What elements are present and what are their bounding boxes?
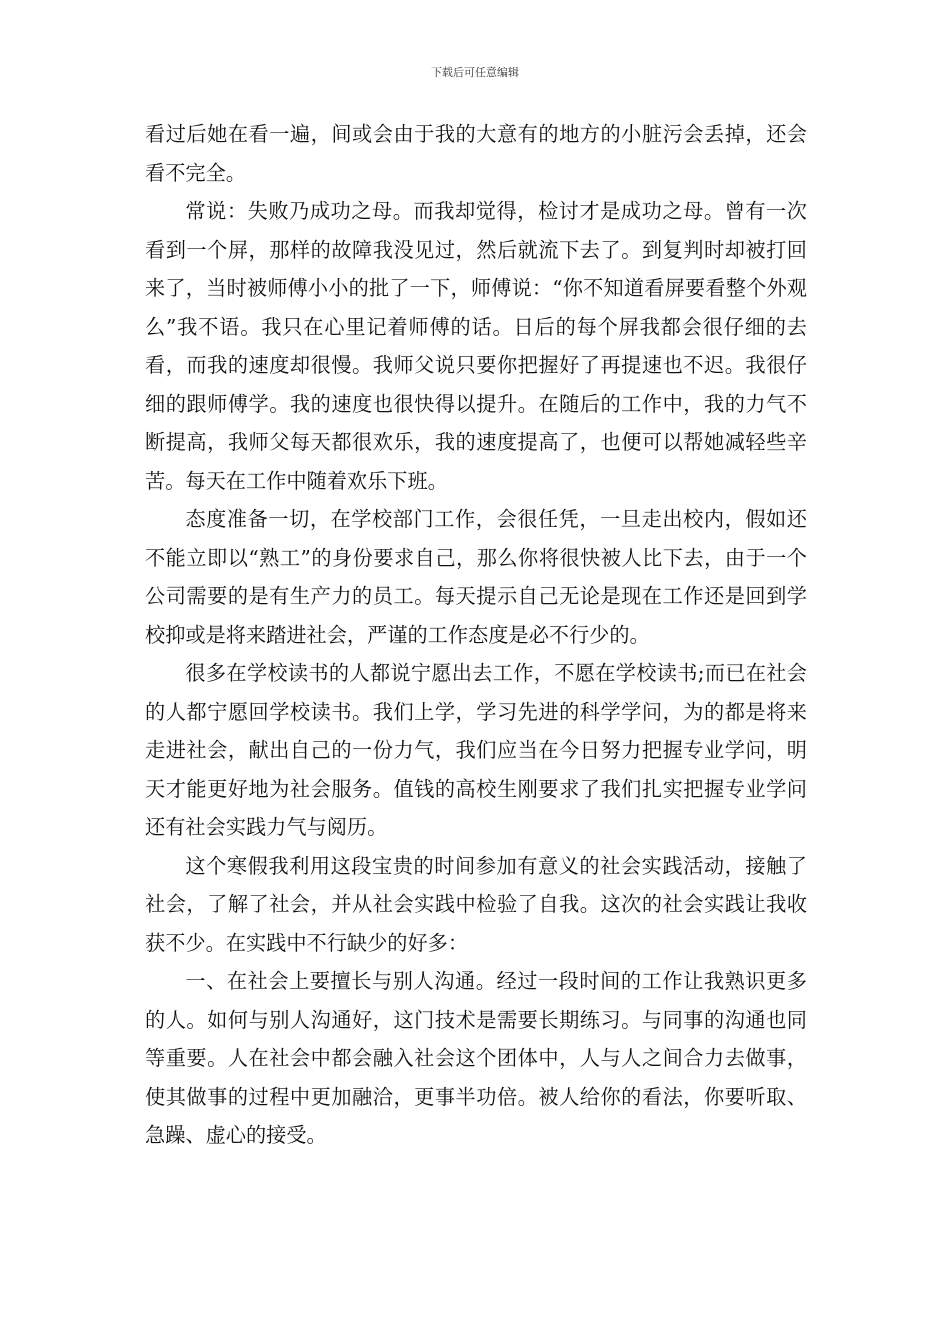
paragraph-study-and-society: 很多在学校读书的人都说宁愿出去工作，不愿在学校读书;而已在社会的人都宁愿回学校读书。我们上学，学习先进的科学学问，为的都是将来走进社会，献出自己的一份力气，我们应当在今日努力把握专业学问，明天才能更好地为社会服务。值钱的高校生刚要求了我们扎实把握专业学问还有社会实践力气与阅历。 xyxy=(145,661,807,839)
page-header: 下载后可任意编辑 xyxy=(431,66,519,79)
paragraph-continuation: 看过后她在看一遍，间或会由于我的大意有的地方的小脏污会丢掉，还会看不完全。 xyxy=(145,122,807,185)
paragraph-work-attitude: 态度准备一切，在学校部门工作，会很任凭，一旦走出校内，假如还不能立即以“熟工”的身份要求自己，那么你将很快被人比下去，由于一个公司需要的是有生产力的员工。每天提示自己无论是现在工作还是回到学校抑或是将来踏进社会，严谨的工作态度是必不行少的。 xyxy=(145,507,807,647)
paragraph-communication: 一、在社会上要擅长与别人沟通。经过一段时间的工作让我熟识更多的人。如何与别人沟通好，这门技术是需要长期练习。与同事的沟通也同等重要。人在社会中都会融入社会这个团体中，人与人之间合力去做事，使其做事的过程中更加融洽，更事半功倍。被人给你的看法，你要听取、急躁、虚心的接受。 xyxy=(145,969,807,1147)
paragraph-failure-reflection: 常说：失败乃成功之母。而我却觉得，检讨才是成功之母。曾有一次看到一个屏，那样的故障我没见过，然后就流下去了。到复判时却被打回来了，当时被师傅小小的批了一下，师傅说：“你不知道看屏要看整个外观么”我不语。我只在心里记着师傅的话。日后的每个屏我都会很仔细的去看，而我的速度却很慢。我师父说只要你把握好了再提速也不迟。我很仔细的跟师傅学。我的速度也很快得以提升。在随后的工作中，我的力气不断提高，我师父每天都很欢乐，我的速度提高了，也便可以帮她减轻些辛苦。每天在工作中随着欢乐下班。 xyxy=(145,199,807,493)
document-body xyxy=(145,115,807,1155)
paragraph-winter-practice: 这个寒假我利用这段宝贵的时间参加有意义的社会实践活动，接触了社会，了解了社会，并从社会实践中检验了自我。这次的社会实践让我收获不少。在实践中不行缺少的好多： xyxy=(145,853,807,955)
